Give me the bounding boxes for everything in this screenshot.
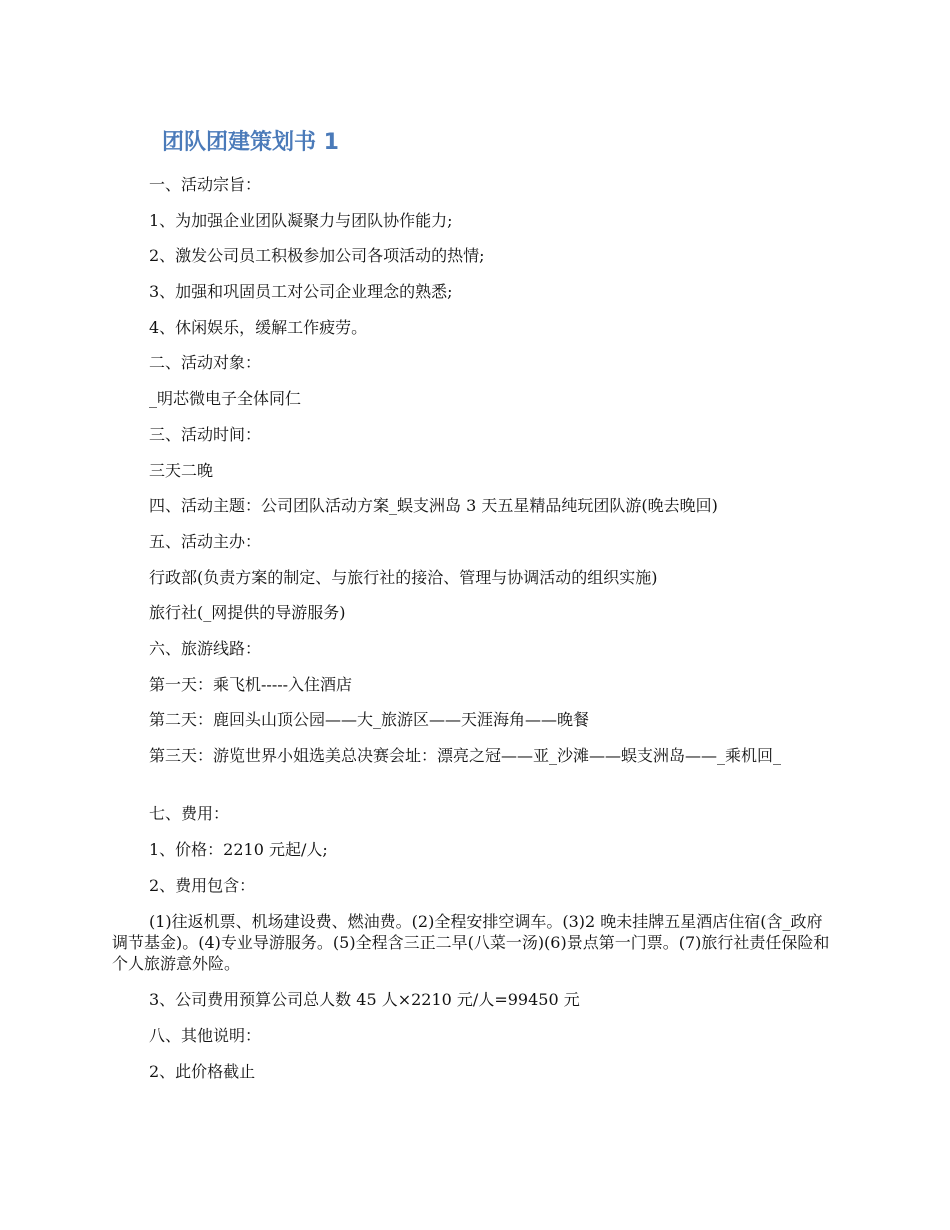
document-title: 团队团建策划书 1 — [162, 130, 339, 155]
route-day-2: 第二天：鹿回头山顶公园——大_旅游区——天涯海角——晚餐 — [149, 710, 590, 729]
route-day-3: 第三天：游览世界小姐选美总决赛会址：漂亮之冠——亚_沙滩——蜈支洲岛——_乘机回_ — [149, 746, 782, 765]
section-heading-time: 三、活动时间： — [149, 425, 262, 444]
time-text: 三天二晚 — [149, 461, 214, 480]
cost-includes-heading: 2、费用包含： — [149, 876, 256, 895]
purpose-item-1: 1、为加强企业团队凝聚力与团队协作能力; — [149, 211, 453, 230]
section-heading-route: 六、旅游线路： — [149, 639, 262, 658]
purpose-item-2: 2、激发公司员工积极参加公司各项活动的热情; — [149, 246, 485, 265]
section-heading-notes: 八、其他说明： — [149, 1026, 262, 1045]
cost-price: 1、价格：2210 元起/人; — [149, 840, 328, 859]
route-day-1: 第一天：乘飞机-----入住酒店 — [149, 675, 353, 694]
notes-item-2: 2、此价格截止 — [149, 1062, 256, 1081]
cost-includes-details: (1)往返机票、机场建设费、燃油费。(2)全程安排空调车。(3)2 晚未挂牌五星酒店住宿(含_政府调节基金)。(4)专业导游服务。(5)全程含三正二早(八菜一汤)(6)景点第一门票。(7)旅行社责任保险和个人旅游意外险。 — [112, 912, 830, 973]
section-heading-cost: 七、费用： — [149, 804, 230, 823]
purpose-item-3: 3、加强和巩固员工对公司企业理念的熟悉; — [149, 282, 453, 301]
theme-text: 四、活动主题：公司团队活动方案_蜈支洲岛 3 天五星精品纯玩团队游(晚去晚回) — [149, 496, 718, 515]
purpose-item-4: 4、休闲娱乐，缓解工作疲劳。 — [149, 318, 368, 337]
section-heading-audience: 二、活动对象： — [149, 353, 262, 372]
organizer-admin: 行政部(负责方案的制定、与旅行社的接洽、管理与协调活动的组织实施) — [149, 568, 658, 587]
section-heading-organizer: 五、活动主办： — [149, 532, 262, 551]
cost-budget: 3、公司费用预算公司总人数 45 人×2210 元/人=99450 元 — [149, 990, 580, 1009]
audience-text: _明芯微电子全体同仁 — [149, 389, 302, 408]
section-heading-purpose: 一、活动宗旨： — [149, 175, 262, 194]
organizer-agency: 旅行社(_网提供的导游服务) — [149, 603, 346, 622]
